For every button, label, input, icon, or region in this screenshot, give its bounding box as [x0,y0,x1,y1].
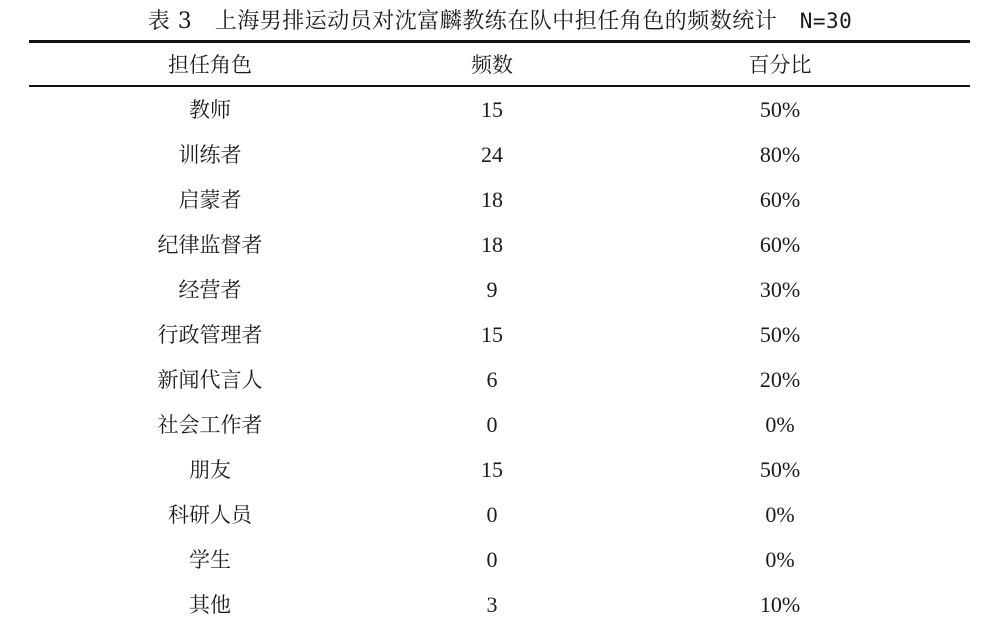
frequency-cell: 0 [486,547,498,572]
role-cell: 训练者 [178,143,242,167]
sample-size-label: N=30 [799,9,853,33]
role-cell: 学生 [189,548,231,572]
frequency-cell: 15 [481,97,503,122]
table-row [0,403,1000,448]
table-row [0,448,1000,493]
role-cell: 经营者 [178,278,242,302]
frequency-cell: 18 [481,232,503,257]
role-cell: 新闻代言人 [157,368,263,392]
percentage-cell: 0% [765,547,795,572]
table-row [0,268,1000,313]
role-cell: 教师 [189,98,231,122]
table-row [0,358,1000,403]
percentage-cell: 10% [759,592,801,617]
percentage-cell: 30% [759,277,801,302]
percentage-cell: 60% [759,232,801,257]
role-cell: 启蒙者 [178,188,242,212]
frequency-cell: 0 [486,502,498,527]
percentage-cell: 0% [765,502,795,527]
table-row [0,178,1000,223]
frequency-cell: 6 [486,367,498,392]
header-percentage: 百分比 [748,53,812,77]
table-body [0,88,1000,628]
role-cell: 行政管理者 [157,323,263,347]
role-cell: 纪律监督者 [157,233,263,257]
table-header-rule [29,85,970,87]
role-cell: 科研人员 [168,503,252,527]
frequency-cell: 15 [481,457,503,482]
percentage-cell: 50% [759,457,801,482]
frequency-cell: 24 [481,142,503,167]
role-cell: 其他 [189,593,231,617]
caption-title: 表 3 上海男排运动员对沈富麟教练在队中担任角色的频数统计 [147,9,800,34]
table-row [0,133,1000,178]
table-row [0,313,1000,358]
table-row [0,493,1000,538]
role-cell: 社会工作者 [157,413,263,437]
frequency-cell: 0 [486,412,498,437]
percentage-cell: 20% [759,367,801,392]
percentage-cell: 50% [759,322,801,347]
header-role: 担任角色 [168,53,252,77]
role-cell: 朋友 [189,458,231,482]
percentage-cell: 60% [759,187,801,212]
table-row [0,88,1000,133]
table-caption [0,6,1000,37]
percentage-cell: 50% [759,97,801,122]
table-row [0,538,1000,583]
header-frequency: 频数 [471,53,513,77]
percentage-cell: 0% [765,412,795,437]
table-header-row [0,46,1000,84]
table-row [0,223,1000,268]
frequency-cell: 15 [481,322,503,347]
frequency-cell: 18 [481,187,503,212]
frequency-cell: 3 [486,592,498,617]
frequency-cell: 9 [486,277,498,302]
table-top-rule [29,40,970,43]
percentage-cell: 80% [759,142,801,167]
